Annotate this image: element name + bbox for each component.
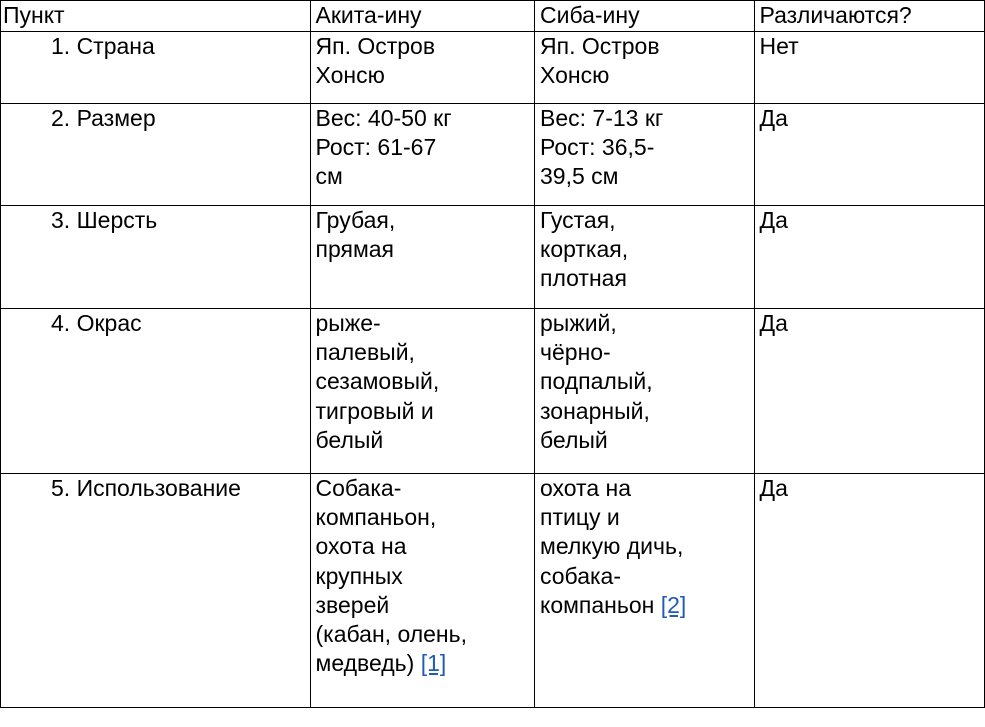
differ-cell: Да (754, 309, 985, 474)
row-item-label: 1. Страна (1, 32, 311, 104)
table-row (1, 206, 985, 309)
shiba-cell: Яп. Остров Хонсю (535, 32, 755, 104)
shiba-cell: Густая, корткая, плотная (535, 206, 755, 309)
row-item-label: 3. Шерсть (1, 206, 311, 309)
akita-cell: Вес: 40-50 кг Рост: 61-67 см (310, 104, 535, 206)
header-cell-akita: Акита-ину (310, 1, 535, 32)
row-item-label: 5. Использование (1, 474, 311, 708)
table-row (1, 309, 985, 474)
akita-cell: Грубая, прямая (310, 206, 535, 309)
table-row (1, 474, 985, 708)
akita-cell: Яп. Остров Хонсю (310, 32, 535, 104)
header-row (1, 1, 985, 32)
differ-cell: Да (754, 104, 985, 206)
shiba-cell: рыжий, чёрно- подпалый, зонарный, белый (535, 309, 755, 474)
row-item-label: 4. Окрас (1, 309, 311, 474)
row-item-label: 2. Размер (1, 104, 311, 206)
reference-link-2[interactable]: [2] (660, 591, 687, 618)
akita-cell: рыже- палевый, сезамовый, тигровый и белый (310, 309, 535, 474)
differ-cell: Да (754, 206, 985, 309)
table-row (1, 32, 985, 104)
header-cell-item: Пункт (1, 1, 311, 32)
shiba-cell: Вес: 7-13 кг Рост: 36,5- 39,5 см (535, 104, 755, 206)
differ-cell: Да (754, 474, 985, 708)
akita-cell: Собака- компаньон, охота на крупных зверей (кабан, олень, медведь) [1] (310, 474, 535, 708)
header-cell-shiba: Сиба-ину (535, 1, 755, 32)
header-cell-differ: Различаются? (754, 1, 985, 32)
table-row (1, 104, 985, 206)
shiba-cell: охота на птицу и мелкую дичь, собака- компаньон [2] (535, 474, 755, 708)
differ-cell: Нет (754, 32, 985, 104)
reference-link-1[interactable]: [1] (420, 650, 447, 677)
